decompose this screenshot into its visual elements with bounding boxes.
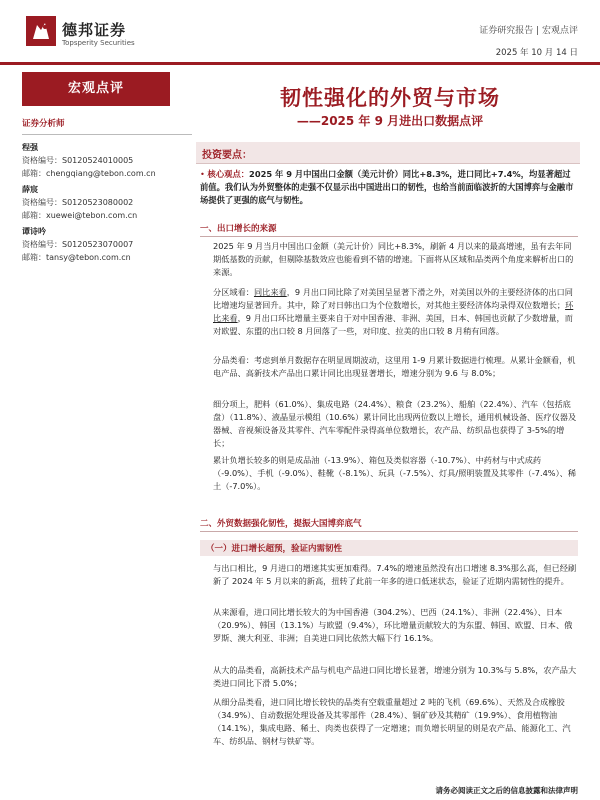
underlined-term: 同比来看 xyxy=(253,287,287,297)
analyst-entry xyxy=(22,183,192,222)
email-link[interactable]: tansy@tebon.com.cn xyxy=(46,253,131,262)
underlined-term: 环比来看 xyxy=(213,300,574,323)
report-header xyxy=(0,0,600,70)
body-paragraph: 2025 年 9 月当月中国出口金额（美元计价）同比+8.3%，刷新 4 月以来的最高增速，虽有去年同期低基数的贡献，但剔除基数效应也能看到不错的增速。下面将从区域和品类两个角度来解析出口的来源。 xyxy=(213,241,574,277)
para-text: ，9 月出口同比除了对美国呈显著下滑之外，对美国以外的主要经济体的出口同比增速均显著回升。其中，除了对日韩出口为个位数增长，对其他主要经济体均录得双位数增长； xyxy=(213,287,573,310)
body-paragraph xyxy=(213,286,578,338)
report-subtitle: ——2025 年 9 月进出口数据点评 xyxy=(296,114,484,128)
header-divider xyxy=(0,62,600,65)
summary-paragraph xyxy=(200,168,578,207)
license-number: S0120524010005 xyxy=(62,156,134,165)
license-number: S0120523070007 xyxy=(62,240,134,249)
analyst-name: 薛宸 xyxy=(22,185,38,194)
section-divider xyxy=(200,531,578,532)
email-label: 邮箱： xyxy=(22,253,46,262)
body-paragraph: 与出口相比，9 月进口的增速其实更加难得。7.4%的增速虽然没有出口增速 8.3%那么高，但已经刷新了 2024 年 5 月以来的新高，扭转了此前一年多的进口低迷状态，验证了近期内需韧性的提升。 xyxy=(213,563,577,586)
summary-lead: 核心观点： xyxy=(207,169,250,179)
summary-heading-bar xyxy=(196,142,580,164)
analyst-entry xyxy=(22,141,192,180)
license-label: 资格编号： xyxy=(22,240,62,249)
subsection-heading: （一）进口增长超预，验证内需韧性 xyxy=(206,544,343,554)
license-label: 资格编号： xyxy=(22,156,62,165)
summary-text: 2025 年 9 月中国出口金额（美元计价）同比+8.3%，进口同比+7.4%，均显著超过前值。我们认为外贸整体的走强不仅显示出中国进出口的韧性，也给当前面临波折的大国博弈与金融市场提供了更强的底气与韧性。 xyxy=(200,169,574,205)
analyst-name: 程强 xyxy=(22,143,38,152)
section-title xyxy=(200,517,578,529)
category-tag: 宏观点评 xyxy=(22,72,170,106)
email-label: 邮箱： xyxy=(22,211,46,220)
disclaimer-footer: 请务必阅读正文之后的信息披露和法律声明 xyxy=(435,786,578,795)
analyst-name: 谭诗吟 xyxy=(22,227,46,236)
brand-name-en: Topsperity Securities xyxy=(62,39,135,47)
analyst-panel xyxy=(22,118,192,264)
subsection-heading-bar xyxy=(200,540,578,556)
analyst-entry xyxy=(22,225,192,264)
body-paragraph: 从来源看，进口同比增长较大的为中国香港（304.2%）、巴西（24.1%）、非洲（22.4%）、日本（20.9%）、韩国（13.1%）与欧盟（9.4%），环比增量贡献较大的为东盟、韩国、欧盟、日本、俄罗斯、澳大利亚、非洲；自美进口同比依然大幅下行 16.1%。 xyxy=(213,607,573,643)
report-date: 2025 年 10 月 14 日 xyxy=(495,48,578,58)
email-link[interactable]: xuewei@tebon.com.cn xyxy=(46,211,138,220)
license-label: 资格编号： xyxy=(22,198,62,207)
brand-name: 德邦证券 xyxy=(62,21,127,39)
para-text: ，9 月出口环比增量主要来自于对中国香港、非洲、美国，日本、韩国也贡献了少数增量，而对欧盟、东盟的出口较 8 月回落了一些，对印度、拉美的出口较 8 月稍有回落。 xyxy=(213,313,573,336)
body-paragraph: 从大的品类看，高新技术产品与机电产品进口同比增长显著，增速分别为 10.3%与 5.8%，农产品大类进口同比下滑 5.0%； xyxy=(213,665,577,688)
bullet-icon: • xyxy=(200,169,205,179)
section-title-text: 二、外贸数据强化韧性，提振大国博弈底气 xyxy=(200,519,362,529)
report-title: 韧性强化的外贸与市场 xyxy=(280,86,500,110)
email-label: 邮箱： xyxy=(22,169,46,178)
tebon-logo-icon xyxy=(26,16,56,46)
email-link[interactable]: chengqiang@tebon.com.cn xyxy=(46,169,156,178)
section-title-text: 一、出口增长的来源 xyxy=(200,224,277,234)
body-paragraph: 细分项上，肥料（61.0%）、集成电路（24.4%）、粮食（23.2%）、船舶（22.4%）、汽车（包括底盘）（11.8%）、液晶显示模组（10.6%）累计同比出现两位数以上增长，通用机械设备、医疗仪器及器械、音视频设备及其零件、汽车零配件录得高单位数增长，农产品、纺织品也获得了 3-5%的增长； xyxy=(213,399,577,448)
license-number: S0120523080002 xyxy=(62,198,134,207)
body-paragraph: 累计负增长较多的则是成品油（-13.9%）、箱包及类似容器（-10.7%）、中药材与中式成药（-9.0%）、手机（-9.0%）、鞋靴（-8.1%）、玩具（-7.5%）、灯具/照明装置及其零件（-7.4%）、稀土（-7.0%）。 xyxy=(213,455,577,491)
section-title xyxy=(200,222,578,234)
body-paragraph: 从细分品类看，进口同比增长较快的品类有空载重量超过 2 吨的飞机（69.6%）、天然及合成橡胶（34.9%）、自动数据处理设备及其零部件（28.4%）、铜矿砂及其精矿（19.9%）、食用植物油（14.1%），集成电路、稀土、肉类也获得了一定增速；而负增长明显的则是农产品、能源化工、汽车、纺织品、钢材与铁矿等。 xyxy=(213,697,571,746)
para-lead: 分区域看： xyxy=(213,287,254,297)
summary-heading: 投资要点： xyxy=(202,150,252,161)
analyst-section-label: 证券分析师 xyxy=(22,118,192,135)
report-type: 证券研究报告 | 宏观点评 xyxy=(479,26,578,36)
section-divider xyxy=(200,236,578,237)
body-paragraph: 分品类看：考虑到单月数据存在明显周期波动，这里用 1-9 月累计数据进行梳理。从累计金额看，机电产品、高新技术产品出口累计同比出现显著增长，增速分别为 9.6 与 8.0%； xyxy=(213,355,576,378)
